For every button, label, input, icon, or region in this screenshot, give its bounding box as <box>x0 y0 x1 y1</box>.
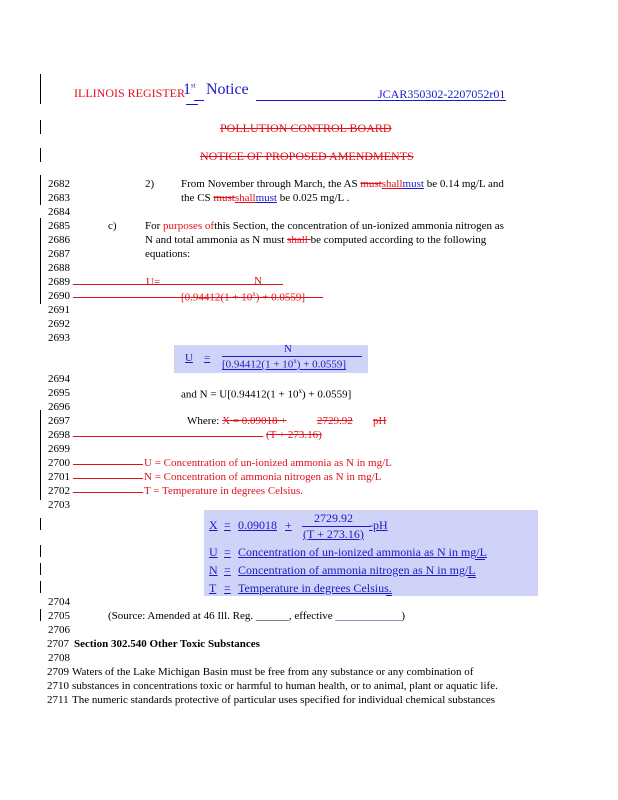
new-eq-den <box>222 357 346 371</box>
new-def-x: X <box>209 518 218 532</box>
deleted-text: shall <box>287 234 311 246</box>
line-number: 2684 <box>48 206 70 218</box>
line-number: 2709 <box>47 666 69 678</box>
new-def-num: 2729.92 <box>314 511 353 525</box>
old-eq-n: N <box>254 275 262 287</box>
deleted-rule <box>73 492 143 493</box>
line-number: 2710 <box>47 680 69 692</box>
den-b: ) + 0.0559] <box>296 358 347 371</box>
line-number: 2686 <box>48 234 70 246</box>
and-n-line <box>181 387 351 401</box>
underline-tail <box>468 577 476 578</box>
new-eq-equals: = <box>204 352 211 364</box>
deleted-text: must <box>213 192 235 204</box>
line-number: 2698 <box>48 429 70 441</box>
line-number: 2697 <box>48 415 70 427</box>
where-den: (T + 273.16) <box>266 429 322 441</box>
inserted-text: purposes of <box>163 220 215 232</box>
deleted-text: must <box>360 178 382 190</box>
board-title: POLLUTION CONTROL BOARD <box>220 121 392 135</box>
where-line <box>187 415 286 427</box>
text: For <box>145 220 164 232</box>
line-number: 2701 <box>48 471 70 483</box>
old-eq-u: U= <box>146 276 161 288</box>
text: the CS <box>181 192 214 204</box>
notice-number <box>183 81 196 99</box>
source-b: , effective <box>288 610 336 622</box>
change-bar <box>40 563 41 575</box>
underline-tail <box>386 595 392 596</box>
change-bar <box>40 148 41 162</box>
change-bar <box>40 218 41 304</box>
change-bar <box>40 74 41 104</box>
and-a: and N = U[0.94412(1 + 10 <box>181 388 299 401</box>
text: be computed according to the following <box>310 234 487 246</box>
den-b: ) + 0.0559] <box>255 291 306 304</box>
new-def-x-val: 0.09018 <box>238 518 277 532</box>
line-number: 2703 <box>48 499 70 511</box>
change-bar <box>40 410 41 500</box>
line-number: 2695 <box>48 387 70 399</box>
item-c-label: c) <box>108 220 117 232</box>
underline-tail <box>475 559 485 560</box>
den: [0.94412(1 + 10 <box>222 358 294 371</box>
new-def-text: Temperature in degrees Celsius. <box>238 581 392 595</box>
notice-underline <box>186 104 198 105</box>
line-number: 2682 <box>48 178 70 190</box>
new-def-sym: U <box>209 545 218 559</box>
deleted-rule <box>73 284 283 285</box>
where-ph: pH <box>373 415 387 427</box>
new-eq-n: N <box>284 343 292 355</box>
line-number: 2711 <box>47 694 69 706</box>
source-blank-2: ____________ <box>335 610 402 622</box>
item-c-line-2 <box>145 234 486 246</box>
new-def-sym: T <box>209 581 217 595</box>
line-number: 2707 <box>47 638 69 650</box>
deleted-text: X = 0.09018 + <box>222 415 287 427</box>
old-def-n: N = Concentration of ammonia nitrogen as N in mg/L <box>144 471 382 483</box>
source-blank-1: ______ <box>255 610 289 622</box>
line-number: 2689 <box>48 276 70 288</box>
inserted-text: must <box>255 192 277 204</box>
change-bar <box>40 609 41 621</box>
notice-num: 1 <box>183 81 191 98</box>
line-number: 2705 <box>48 610 70 622</box>
source-note <box>108 610 405 622</box>
text: be 0.14 mg/L and <box>423 178 504 190</box>
deleted-rule <box>73 464 143 465</box>
line-number: 2693 <box>48 332 70 344</box>
new-def-eq: = <box>224 581 231 595</box>
register-label: ILLINOIS REGISTER <box>74 86 185 100</box>
sup: x <box>252 290 256 298</box>
item-c-line-1 <box>145 220 504 232</box>
where-label: Where: <box>187 415 223 427</box>
den: [0.94412(1 + 10 <box>181 291 253 304</box>
notice-word: Notice <box>206 81 249 98</box>
section-title: Section 302.540 Other Toxic Substances <box>74 638 260 650</box>
new-def-text: Concentration of ammonia nitrogen as N in mg/L <box>238 563 476 577</box>
line-number: 2708 <box>48 652 70 664</box>
new-def-eq: = <box>224 545 231 559</box>
deleted-rule <box>73 478 143 479</box>
new-def-eq: = <box>224 563 231 577</box>
jcar-code: JCAR350302-2207052r01 <box>378 87 506 101</box>
item-2-line-2 <box>181 192 349 204</box>
old-eq-den <box>181 290 305 304</box>
notice-underline <box>194 100 204 101</box>
line-number: 2685 <box>48 220 70 232</box>
line-number: 2691 <box>48 304 70 316</box>
and-b: ) + 0.0559] <box>302 388 352 401</box>
notice-sup: st <box>191 81 196 90</box>
inserted-text: shall <box>381 178 403 190</box>
source-c: ) <box>401 610 406 622</box>
line-number: 2683 <box>48 192 70 204</box>
item-2-line-1 <box>181 178 504 190</box>
notice-title: NOTICE OF PROPOSED AMENDMENTS <box>200 149 414 163</box>
line-number: 2704 <box>48 596 70 608</box>
new-def-x-eq: = <box>224 518 231 532</box>
new-def-den: (T + 273.16) <box>303 527 364 541</box>
old-def-u: U = Concentration of un-ionized ammonia as N in mg/L <box>144 457 392 469</box>
where-num: 2729.92 <box>317 415 353 427</box>
line-number: 2688 <box>48 262 70 274</box>
change-bar <box>40 518 41 530</box>
section-body-line: The numeric standards protective of particular uses specified for individual chemical substances <box>72 694 496 706</box>
new-def-plus: + <box>285 518 292 532</box>
line-number: 2700 <box>48 457 70 469</box>
change-bar <box>40 120 41 134</box>
change-bar <box>40 175 41 205</box>
section-body-line: substances in concentrations toxic or harmful to human health, or to animal, plant or aquatic life. <box>72 680 498 692</box>
line-number: 2694 <box>48 373 70 385</box>
line-number: 2699 <box>48 443 70 455</box>
line-number: 2692 <box>48 318 70 330</box>
new-eq-u: U <box>185 352 193 364</box>
line-number: 2706 <box>48 624 70 636</box>
old-def-t: T = Temperature in degrees Celsius. <box>144 485 303 497</box>
line-number: 2696 <box>48 401 70 413</box>
change-bar <box>40 581 41 593</box>
line-number: 2690 <box>48 290 70 302</box>
new-def-text: Concentration of un-ionized ammonia as N in mg/L <box>238 545 487 559</box>
inserted-text: must <box>402 178 424 190</box>
line-number: 2702 <box>48 485 70 497</box>
item-2-label: 2) <box>145 178 155 190</box>
new-def-sym: N <box>209 563 218 577</box>
inserted-text: shall <box>234 192 256 204</box>
text: From November through March, the AS <box>181 178 361 190</box>
text: N and total ammonia as N must <box>145 234 288 246</box>
sup: x <box>293 357 297 365</box>
line-number: 2687 <box>48 248 70 260</box>
new-def-ph: -pH <box>369 518 388 532</box>
source-a: (Source: Amended at 46 Ill. Reg. <box>108 610 256 622</box>
deleted-rule <box>73 436 263 437</box>
change-bar <box>40 545 41 557</box>
section-body-line: Waters of the Lake Michigan Basin must be free from any substance or any combination of <box>72 666 474 678</box>
item-c-line-3: equations: <box>145 248 191 260</box>
text: be 0.025 mg/L . <box>277 192 350 204</box>
and-sup: x <box>298 387 303 395</box>
text: this Section, the concentration of un-ionized ammonia nitrogen as <box>214 220 504 232</box>
